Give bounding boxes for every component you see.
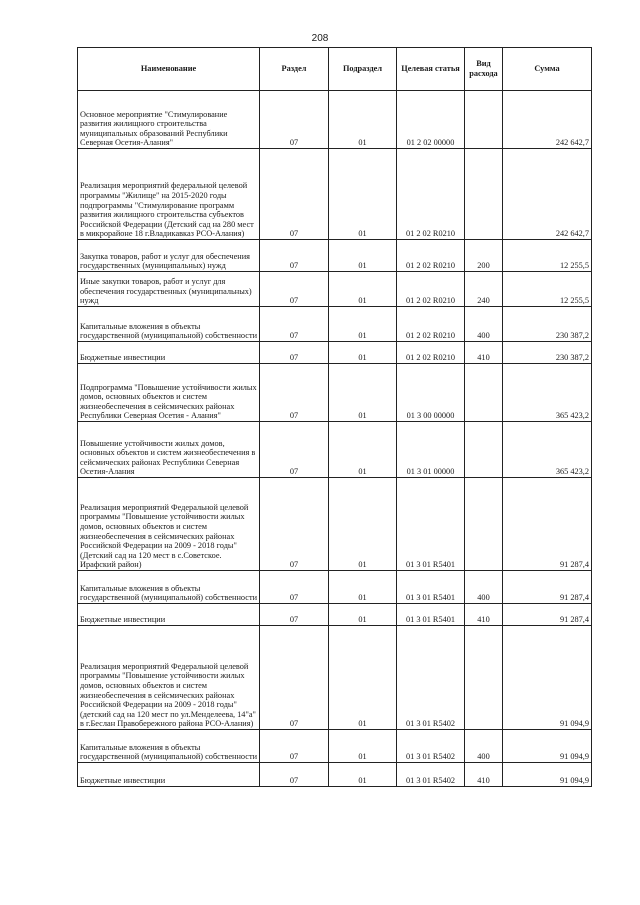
row-section: 07 [260,91,329,149]
row-section: 07 [260,149,329,240]
header-amount: Сумма [503,48,592,91]
row-name: Закупка товаров, работ и услуг для обеспечения государственных (муниципальных) нужд [78,240,260,272]
row-subsection: 01 [329,307,397,342]
row-expense-type [465,626,503,730]
row-target: 01 3 01 R5401 [397,571,465,604]
table-row [78,307,592,342]
row-amount: 91 094,9 [503,763,592,787]
row-amount: 12 255,5 [503,240,592,272]
row-target: 01 3 01 R5401 [397,478,465,571]
table-row [78,364,592,422]
table-row [78,342,592,364]
row-name: Бюджетные инвестиции [78,342,260,364]
row-section: 07 [260,604,329,626]
row-name: Реализация мероприятий Федеральной целевой программы "Повышение устойчивости жилых домов, основных объектов и систем жизнеобеспечения в сейсмических районах Российской Федерации на 2009 - 2018 годы" (Детский сад на 120 мест в с.Советское. Ирафский район) [78,478,260,571]
row-name: Реализация мероприятий Федеральной целевой программы "Повышение устойчивости жилых домов, основных объектов и систем жизнеобеспечения в сейсмических районах Российской Федерации на 2009 - 2018 годы" (детский сад на 120 мест по ул.Менделеева, 14"а" в г.Беслан Правобережного района РСО-Алания) [78,626,260,730]
row-expense-type [465,91,503,149]
row-target: 01 2 02 R0210 [397,272,465,307]
row-name: Иные закупки товаров, работ и услуг для обеспечения государственных (муниципальных) нужд [78,272,260,307]
row-amount: 242 642,7 [503,91,592,149]
row-target: 01 3 01 R5401 [397,604,465,626]
row-name: Капитальные вложения в объекты государственной (муниципальной) собственности [78,571,260,604]
row-target: 01 2 02 00000 [397,91,465,149]
budget-table [77,47,592,787]
row-name: Бюджетные инвестиции [78,604,260,626]
row-amount: 91 094,9 [503,626,592,730]
row-subsection: 01 [329,364,397,422]
row-section: 07 [260,763,329,787]
table-row [78,240,592,272]
header-name: Наименование [78,48,260,91]
row-subsection: 01 [329,149,397,240]
table-row [78,91,592,149]
table-row [78,604,592,626]
table-row [78,730,592,763]
row-amount: 365 423,2 [503,364,592,422]
header-section: Раздел [260,48,329,91]
row-section: 07 [260,342,329,364]
table-row [78,763,592,787]
row-name: Реализация мероприятий федеральной целевой программы "Жилище" на 2015-2020 годы подпрограммы "Стимулирование программ развития жилищного строительства субъектов Российской Федерации (Детский сад на 280 мест в микрорайоне 18 г.Владикавказ РСО-Алания) [78,149,260,240]
row-subsection: 01 [329,626,397,730]
row-amount: 230 387,2 [503,307,592,342]
row-amount: 365 423,2 [503,422,592,478]
row-section: 07 [260,272,329,307]
row-amount: 91 094,9 [503,730,592,763]
page-number: 208 [311,33,329,44]
row-expense-type [465,422,503,478]
row-target: 01 2 02 R0210 [397,149,465,240]
row-expense-type: 400 [465,307,503,342]
row-section: 07 [260,307,329,342]
row-name: Бюджетные инвестиции [78,763,260,787]
row-subsection: 01 [329,730,397,763]
row-section: 07 [260,730,329,763]
row-amount: 230 387,2 [503,342,592,364]
table-row [78,422,592,478]
row-expense-type: 410 [465,763,503,787]
table-row [78,478,592,571]
row-amount: 12 255,5 [503,272,592,307]
table-row [78,149,592,240]
row-expense-type [465,149,503,240]
row-section: 07 [260,478,329,571]
table-row [78,571,592,604]
table-row [78,272,592,307]
row-subsection: 01 [329,763,397,787]
row-section: 07 [260,571,329,604]
row-section: 07 [260,364,329,422]
row-expense-type [465,478,503,571]
row-amount: 91 287,4 [503,604,592,626]
row-subsection: 01 [329,240,397,272]
row-subsection: 01 [329,571,397,604]
row-subsection: 01 [329,604,397,626]
row-name: Повышение устойчивости жилых домов, основных объектов и систем жизнеобеспечения в сейсмических районах Республики Северная Осетия-Алания [78,422,260,478]
row-name: Капитальные вложения в объекты государственной (муниципальной) собственности [78,730,260,763]
row-target: 01 3 00 00000 [397,364,465,422]
row-name: Подпрограмма "Повышение устойчивости жилых домов, основных объектов и систем жизнеобеспечения в сейсмических районах Республики Северная Осетия - Алания" [78,364,260,422]
row-expense-type: 410 [465,342,503,364]
row-subsection: 01 [329,422,397,478]
row-expense-type: 240 [465,272,503,307]
row-subsection: 01 [329,342,397,364]
row-subsection: 01 [329,478,397,571]
row-amount: 91 287,4 [503,571,592,604]
row-target: 01 3 01 00000 [397,422,465,478]
row-expense-type: 400 [465,571,503,604]
table-header-row [78,48,592,91]
row-target: 01 3 01 R5402 [397,730,465,763]
row-section: 07 [260,626,329,730]
row-expense-type [465,364,503,422]
row-subsection: 01 [329,91,397,149]
row-name: Капитальные вложения в объекты государственной (муниципальной) собственности [78,307,260,342]
header-subsection: Подраздел [329,48,397,91]
row-section: 07 [260,240,329,272]
table-row [78,626,592,730]
row-section: 07 [260,422,329,478]
header-expense-type: Вид расхода [465,48,503,91]
row-target: 01 2 02 R0210 [397,307,465,342]
row-expense-type: 200 [465,240,503,272]
row-name: Основное мероприятие "Стимулирование развития жилищного строительства муниципальных образований Республики Северная Осетия-Алания" [78,91,260,149]
row-amount: 91 287,4 [503,478,592,571]
row-subsection: 01 [329,272,397,307]
row-target: 01 2 02 R0210 [397,342,465,364]
row-expense-type: 410 [465,604,503,626]
row-amount: 242 642,7 [503,149,592,240]
row-target: 01 2 02 R0210 [397,240,465,272]
row-target: 01 3 01 R5402 [397,763,465,787]
row-target: 01 3 01 R5402 [397,626,465,730]
row-expense-type: 400 [465,730,503,763]
header-target: Целевая статья [397,48,465,91]
